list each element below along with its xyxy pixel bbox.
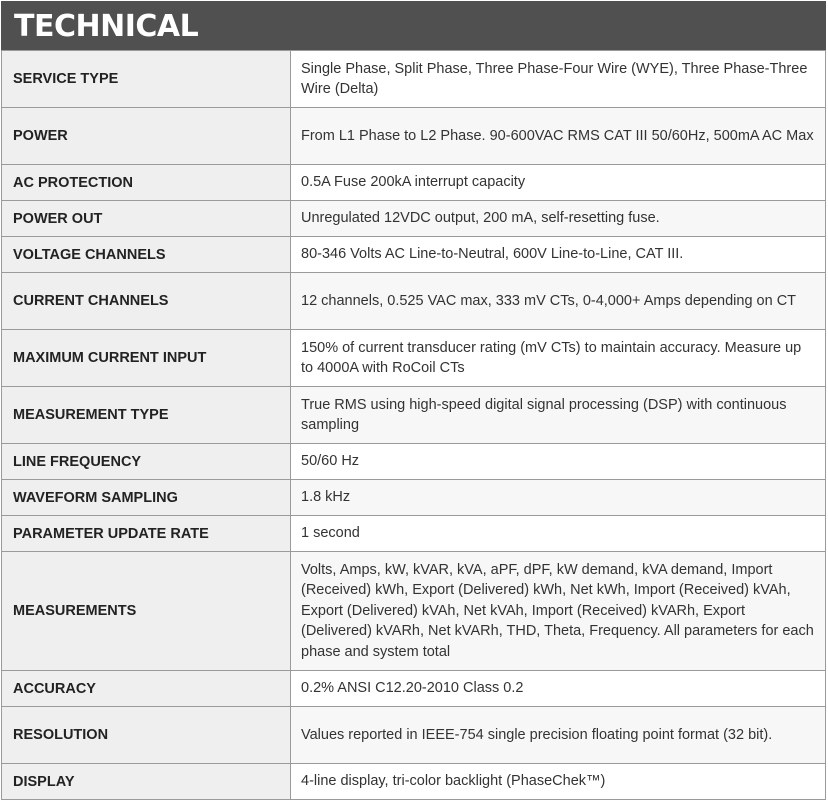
spec-label: WAVEFORM SAMPLING [2, 480, 291, 516]
table-row [2, 273, 826, 330]
spec-value: Unregulated 12VDC output, 200 mA, self-resetting fuse. [291, 201, 826, 237]
spec-label: MEASUREMENTS [2, 552, 291, 671]
table-row [2, 707, 826, 764]
table-row [2, 237, 826, 273]
spec-value: 1 second [291, 516, 826, 552]
spec-label: MEASUREMENT TYPE [2, 387, 291, 444]
table-row [2, 671, 826, 707]
spec-label: VOLTAGE CHANNELS [2, 237, 291, 273]
spec-value: 0.5A Fuse 200kA interrupt capacity [291, 165, 826, 201]
table-row [2, 552, 826, 671]
spec-label: AC PROTECTION [2, 165, 291, 201]
spec-label: MAXIMUM CURRENT INPUT [2, 330, 291, 387]
spec-label: ACCURACY [2, 671, 291, 707]
spec-label: LINE FREQUENCY [2, 444, 291, 480]
spec-value: 1.8 kHz [291, 480, 826, 516]
spec-value: 4-line display, tri-color backlight (PhaseChek™) [291, 764, 826, 800]
section-title: TECHNICAL [1, 1, 826, 50]
technical-spec-sheet [1, 1, 826, 803]
table-row [2, 764, 826, 800]
spec-value: Single Phase, Split Phase, Three Phase-Four Wire (WYE), Three Phase-Three Wire (Delta) [291, 51, 826, 108]
table-row [2, 165, 826, 201]
table-row [2, 480, 826, 516]
spec-value: 0.2% ANSI C12.20-2010 Class 0.2 [291, 671, 826, 707]
spec-value: 50/60 Hz [291, 444, 826, 480]
spec-value: Values reported in IEEE-754 single precision floating point format (32 bit). [291, 707, 826, 764]
spec-value: 150% of current transducer rating (mV CTs) to maintain accuracy. Measure up to 4000A with RoCoil CTs [291, 330, 826, 387]
spec-label: SERVICE TYPE [2, 51, 291, 108]
spec-label: POWER [2, 108, 291, 165]
table-row [2, 201, 826, 237]
spec-label: RESOLUTION [2, 707, 291, 764]
table-row [2, 387, 826, 444]
spec-label: PARAMETER UPDATE RATE [2, 516, 291, 552]
table-row [2, 51, 826, 108]
spec-label: DISPLAY [2, 764, 291, 800]
spec-value: True RMS using high-speed digital signal processing (DSP) with continuous sampling [291, 387, 826, 444]
table-row [2, 444, 826, 480]
spec-table [1, 50, 826, 800]
spec-value: 12 channels, 0.525 VAC max, 333 mV CTs, 0-4,000+ Amps depending on CT [291, 273, 826, 330]
table-row [2, 516, 826, 552]
table-row [2, 108, 826, 165]
spec-label: CURRENT CHANNELS [2, 273, 291, 330]
spec-label: POWER OUT [2, 201, 291, 237]
spec-value: 80-346 Volts AC Line-to-Neutral, 600V Line-to-Line, CAT III. [291, 237, 826, 273]
table-row [2, 330, 826, 387]
spec-value: From L1 Phase to L2 Phase. 90-600VAC RMS CAT III 50/60Hz, 500mA AC Max [291, 108, 826, 165]
spec-value: Volts, Amps, kW, kVAR, kVA, aPF, dPF, kW demand, kVA demand, Import (Received) kWh, Export (Delivered) kWh, Net kWh, Import (Received) kVAh, Export (Delivered) kVAh, Net kVAh, Import (Received) kVARh, Export (Delivered) kVARh, Net kVARh, THD, Theta, Frequency. All parameters for each phase and system total [291, 552, 826, 671]
